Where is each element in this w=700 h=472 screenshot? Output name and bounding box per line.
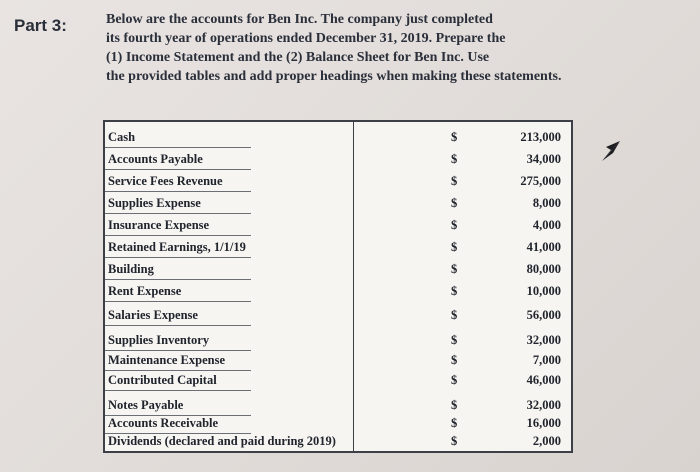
currency-symbol: $ [451, 398, 458, 412]
account-amount: 16,000 [526, 416, 561, 430]
currency-symbol: $ [451, 373, 458, 387]
currency-symbol: $ [451, 240, 458, 254]
account-name: Insurance Expense [108, 218, 210, 232]
currency-symbol: $ [451, 196, 458, 210]
accounts-table [103, 120, 573, 453]
row-rule [105, 301, 251, 302]
account-amount: 10,000 [526, 284, 561, 298]
account-name: Accounts Payable [108, 152, 203, 166]
instruction-line: the provided tables and add proper headings when making these statements. [106, 69, 562, 84]
currency-symbol: $ [451, 174, 458, 188]
row-rule [105, 279, 251, 280]
table-row [105, 351, 571, 371]
table-row [105, 371, 571, 391]
account-name: Supplies Inventory [108, 333, 210, 347]
table-row [105, 331, 571, 351]
account-amount: 56,000 [526, 308, 561, 322]
row-rule [105, 257, 251, 258]
currency-symbol: $ [451, 434, 458, 448]
table-row [105, 432, 571, 452]
table-row [105, 238, 571, 258]
account-name: Building [108, 262, 154, 276]
currency-symbol: $ [451, 218, 458, 232]
table-row [105, 396, 571, 416]
account-name: Cash [108, 130, 136, 144]
table-row [105, 194, 571, 214]
account-name: Notes Payable [108, 398, 184, 412]
currency-symbol: $ [451, 353, 458, 367]
account-amount: 41,000 [526, 240, 561, 254]
table-row [105, 306, 571, 326]
account-name: Service Fees Revenue [108, 174, 223, 188]
row-rule [105, 213, 251, 214]
account-amount: 34,000 [526, 152, 561, 166]
currency-symbol: $ [451, 152, 458, 166]
currency-symbol: $ [451, 130, 458, 144]
row-rule [105, 191, 251, 192]
mouse-pointer-icon [600, 139, 622, 163]
account-name: Salaries Expense [108, 308, 198, 322]
row-rule [105, 390, 251, 391]
currency-symbol: $ [451, 284, 458, 298]
table-row [105, 150, 571, 170]
currency-symbol: $ [451, 308, 458, 322]
account-name: Dividends (declared and paid during 2019) [108, 434, 336, 448]
row-rule [105, 325, 251, 326]
table-row [105, 128, 571, 148]
currency-symbol: $ [451, 333, 458, 347]
table-row [105, 414, 571, 434]
currency-symbol: $ [451, 262, 458, 276]
account-amount: 7,000 [532, 353, 561, 367]
part-label: Part 3: [14, 16, 67, 35]
table-row [105, 216, 571, 236]
account-amount: 2,000 [532, 434, 561, 448]
account-amount: 46,000 [526, 373, 561, 387]
account-name: Accounts Receivable [108, 416, 219, 430]
account-name: Retained Earnings, 1/1/19 [108, 240, 246, 254]
account-amount: 213,000 [520, 130, 561, 144]
account-name: Supplies Expense [108, 196, 201, 210]
instruction-line: its fourth year of operations ended December 31, 2019. Prepare the [106, 31, 506, 46]
table-row [105, 260, 571, 280]
account-amount: 4,000 [532, 218, 561, 232]
row-rule [105, 235, 251, 236]
currency-symbol: $ [451, 416, 458, 430]
account-amount: 8,000 [532, 196, 561, 210]
account-amount: 32,000 [526, 398, 561, 412]
table-row [105, 282, 571, 302]
instruction-line: (1) Income Statement and the (2) Balance Sheet for Ben Inc. Use [106, 50, 490, 65]
account-name: Maintenance Expense [108, 353, 226, 367]
account-name: Rent Expense [108, 284, 182, 298]
instruction-line: Below are the accounts for Ben Inc. The company just completed [106, 12, 493, 27]
account-name: Contributed Capital [108, 373, 217, 387]
table-row [105, 172, 571, 192]
account-amount: 32,000 [526, 333, 561, 347]
instructions-text [106, 10, 686, 86]
row-rule [105, 147, 251, 148]
row-rule [105, 169, 251, 170]
account-amount: 80,000 [526, 262, 561, 276]
account-amount: 275,000 [520, 174, 561, 188]
